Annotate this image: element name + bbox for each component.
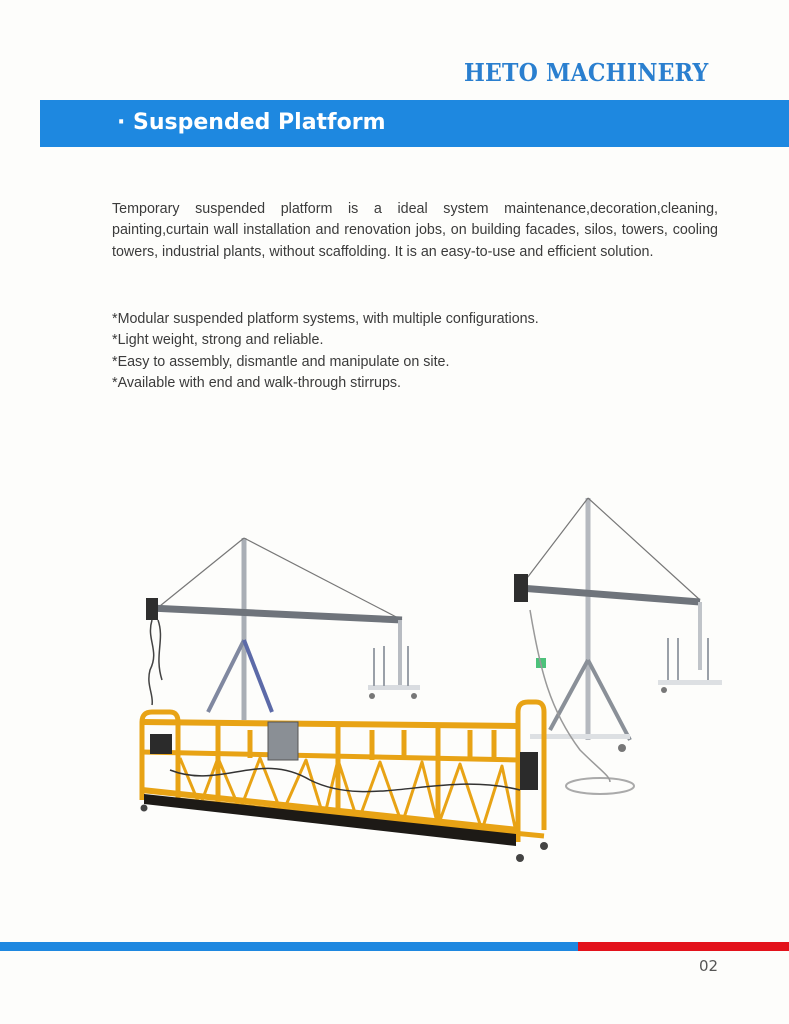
footer-bar-blue (0, 942, 578, 951)
feature-list (112, 309, 672, 394)
feature-item: *Light weight, strong and reliable. (112, 332, 324, 349)
left-suspension-mechanism-icon (146, 538, 420, 720)
footer-bar-red (578, 942, 789, 951)
suspended-platform-image (110, 490, 730, 875)
intro-paragraph: Temporary suspended platform is a ideal system maintenance,decoration,cleaning, painting,curtain wall installation and renovation jobs, on building facades, silos, towers, cooling towers, industrial plants, without scaffolding. It is an easy-to-use and efficient solution. (112, 201, 718, 260)
hoist-motor-left-icon (150, 734, 172, 754)
cradle-floor-icon (144, 794, 516, 846)
feature-item: *Easy to assembly, dismantle and manipulate on site. (112, 353, 450, 370)
section-banner (40, 100, 789, 147)
page-number: 02 (699, 957, 719, 975)
feature-item: *Modular suspended platform systems, with multiple configurations. (112, 311, 539, 327)
feature-item: *Available with end and walk-through stirrups. (112, 374, 402, 391)
control-box-icon (268, 722, 298, 760)
brand-logo-text: HETO MACHINERY (464, 58, 709, 87)
section-title: · Suspended Platform (117, 110, 386, 135)
hoist-motor-right-icon (520, 752, 538, 790)
